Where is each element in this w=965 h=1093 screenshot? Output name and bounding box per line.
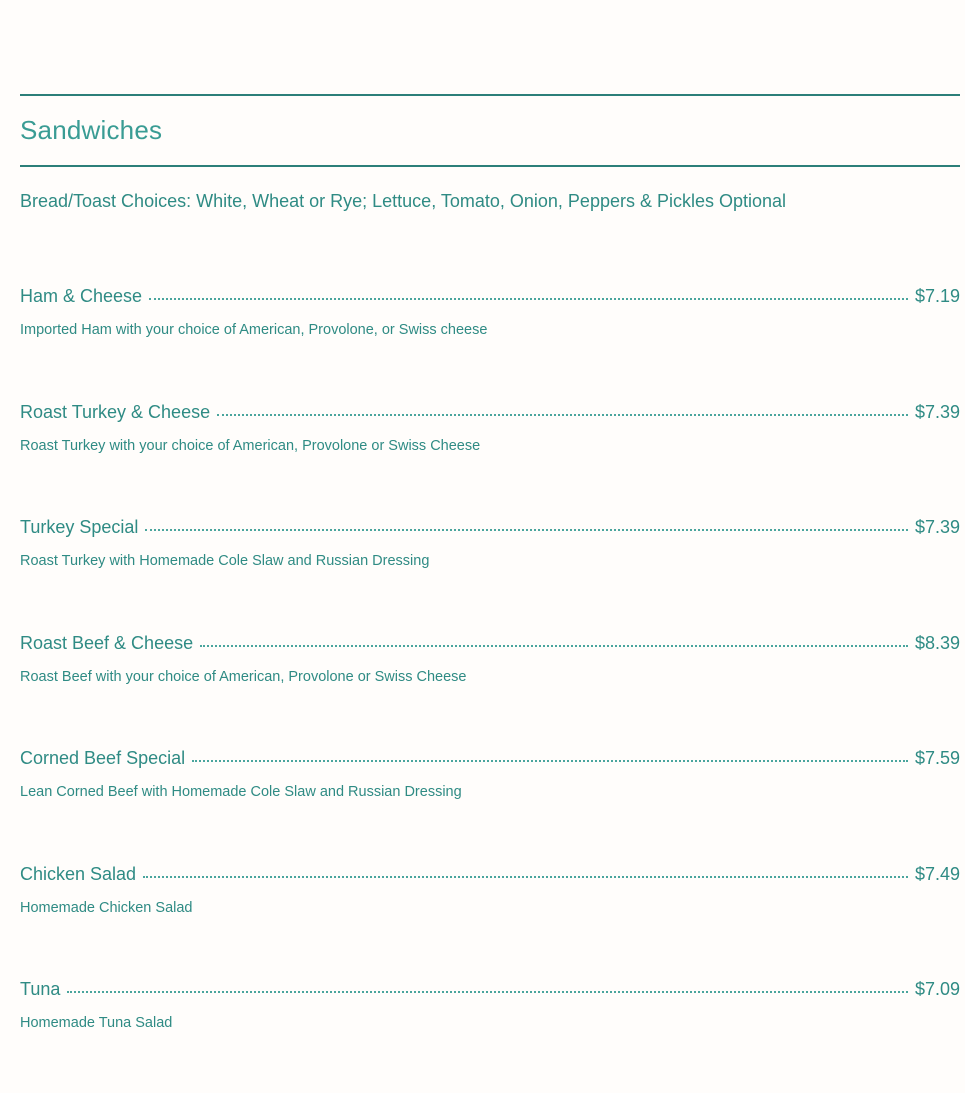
menu-item bbox=[20, 862, 960, 978]
menu-item-row bbox=[20, 515, 960, 539]
menu-item bbox=[20, 977, 960, 1093]
bread-choices-note: Bread/Toast Choices: White, Wheat or Rye; Lettuce, Tomato, Onion, Peppers & Pickles Optional bbox=[20, 191, 787, 211]
menu-item-description: Homemade Chicken Salad bbox=[20, 899, 193, 916]
menu-section bbox=[20, 94, 960, 1031]
menu-item bbox=[20, 400, 960, 516]
menu-item-row bbox=[20, 977, 960, 1001]
menu-item-name: Roast Turkey & Cheese bbox=[20, 401, 211, 422]
dotted-leader bbox=[217, 414, 908, 416]
menu-item-price: $7.39 bbox=[914, 401, 960, 422]
dotted-leader bbox=[200, 645, 908, 647]
menu-item-row bbox=[20, 284, 960, 308]
menu-item-name: Corned Beef Special bbox=[20, 748, 186, 768]
menu-item-price: $8.39 bbox=[914, 632, 960, 653]
menu-item-description: Homemade Tuna Salad bbox=[20, 1015, 173, 1031]
dotted-leader bbox=[145, 529, 908, 531]
menu-item-description: Roast Beef with your choice of American, Provolone or Swiss Cheese bbox=[20, 668, 467, 685]
section-bottom-rule bbox=[20, 165, 960, 167]
menu-item-price: $7.19 bbox=[914, 286, 960, 306]
section-title: Sandwiches bbox=[20, 115, 163, 145]
dotted-leader bbox=[192, 760, 908, 762]
menu-item-name: Turkey Special bbox=[20, 517, 139, 537]
menu-item-price: $7.09 bbox=[914, 979, 960, 999]
menu-item bbox=[20, 631, 960, 747]
menu-item-name: Chicken Salad bbox=[20, 863, 137, 884]
menu-item bbox=[20, 746, 960, 862]
menu-item-description: Imported Ham with your choice of American, Provolone, or Swiss cheese bbox=[20, 322, 488, 338]
menu-item-price: $7.49 bbox=[914, 863, 960, 884]
dotted-leader bbox=[67, 991, 908, 993]
menu-item-description: Roast Turkey with Homemade Cole Slaw and Russian Dressing bbox=[20, 553, 430, 569]
menu-item-name: Tuna bbox=[20, 979, 61, 999]
menu-item-description: Lean Corned Beef with Homemade Cole Slaw and Russian Dressing bbox=[20, 784, 462, 800]
dotted-leader bbox=[149, 298, 908, 300]
menu-item-name: Roast Beef & Cheese bbox=[20, 632, 194, 653]
menu-item-row bbox=[20, 400, 960, 424]
menu-item bbox=[20, 284, 960, 400]
dotted-leader bbox=[143, 876, 908, 878]
menu-item-name: Ham & Cheese bbox=[20, 286, 143, 306]
menu-item-row bbox=[20, 862, 960, 886]
menu-item-price: $7.59 bbox=[914, 748, 960, 768]
menu-item-description: Roast Turkey with your choice of American, Provolone or Swiss Cheese bbox=[20, 437, 481, 454]
menu-item-price: $7.39 bbox=[914, 517, 960, 537]
menu-item-row bbox=[20, 631, 960, 655]
menu-item-row bbox=[20, 746, 960, 770]
menu-item-list bbox=[20, 284, 960, 1093]
menu-item bbox=[20, 515, 960, 631]
